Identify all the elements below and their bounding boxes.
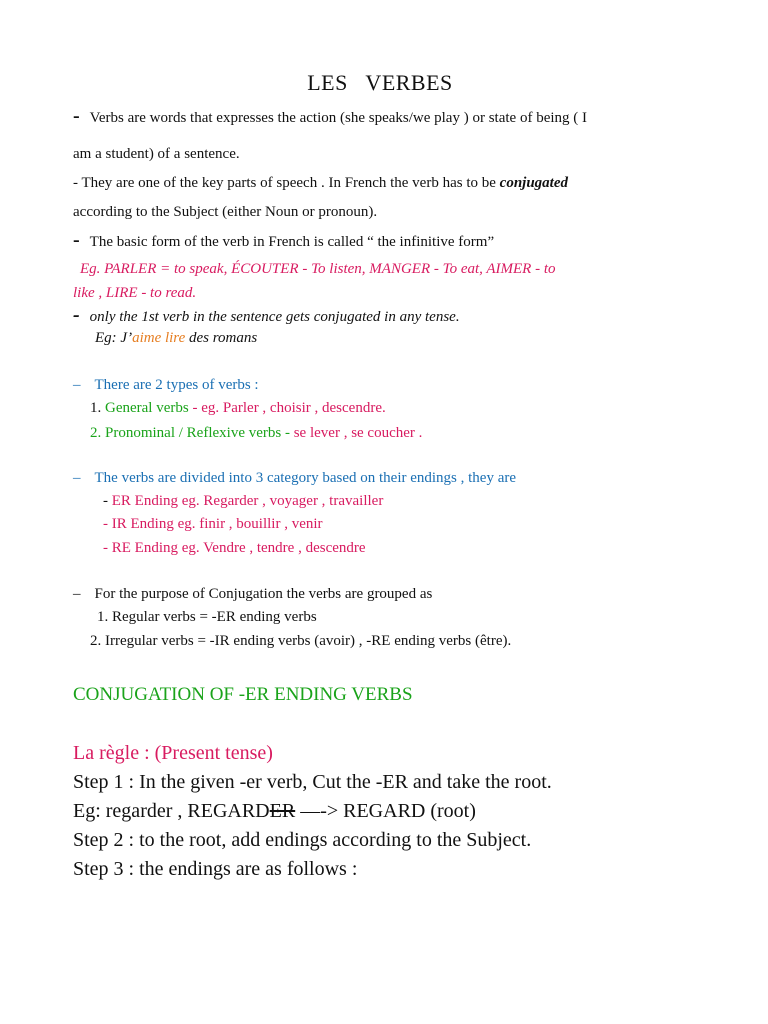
bullet-dash: – (73, 470, 81, 486)
types-item-1-label: General verbs (105, 400, 189, 416)
types-item-2 (90, 423, 422, 443)
example-infinitives-1: Eg. PARLER = to speak, ÉCOUTER - To listen, MANGER - To eat, AIMER - to (80, 261, 556, 277)
intro-text-5: The basic form of the verb in French is called “ the infinitive form” (89, 234, 495, 250)
category-er-dash: - (103, 493, 112, 509)
intro-line-3 (73, 173, 568, 193)
grouping-item-2: 2. Irregular verbs = -IR ending verbs (avoir) , -RE ending verbs (être). (90, 633, 512, 649)
example-suffix: des romans (185, 330, 258, 346)
step-2: Step 2 : to the root, add endings according to the Subject. (73, 829, 532, 851)
bullet-dash: – (73, 586, 81, 602)
intro-line-5 (73, 230, 494, 252)
categories-heading-text: The verbs are divided into 3 category based on their endings , they are (94, 470, 517, 486)
types-item-1 (90, 398, 386, 418)
bullet-dash: - (73, 229, 80, 251)
grouping-heading (73, 584, 432, 604)
rule-heading: La règle : (Present tense) (73, 742, 273, 764)
example-prefix: Eg: J’ (95, 330, 133, 346)
intro-line-4: according to the Subject (either Noun or pronoun). (73, 204, 378, 220)
categories-heading (73, 468, 516, 488)
bullet-dash: - (73, 105, 80, 127)
step-example-prefix: Eg: regarder , REGARD (73, 800, 270, 822)
types-item-1-num: 1. (90, 400, 105, 416)
page-title: LES VERBES (307, 70, 453, 95)
types-item-2-label: 2. Pronominal / Reflexive verbs - (90, 425, 290, 441)
grouping-item-1: 1. Regular verbs = -ER ending verbs (97, 609, 317, 625)
example-infinitives-2: like , LIRE - to read. (73, 285, 197, 301)
category-er-text: ER Ending eg. Regarder , voyager , travailler (111, 493, 384, 509)
conjugation-heading: CONJUGATION OF -ER ENDING VERBS (73, 684, 413, 705)
intro-line-1 (73, 106, 587, 128)
intro-text-6: only the 1st verb in the sentence gets conjugated in any tense. (89, 309, 460, 325)
category-re: - RE Ending eg. Vendre , tendre , descendre (103, 540, 366, 556)
intro-text-3: - They are one of the key parts of speech . In French the verb has to be (73, 175, 500, 191)
category-er (103, 491, 383, 511)
step-3: Step 3 : the endings are as follows : (73, 858, 358, 880)
types-item-1-example: - eg. Parler , choisir , descendre. (188, 400, 386, 416)
types-item-2-example: se lever , se coucher . (289, 425, 423, 441)
struck-ending: ER (269, 800, 296, 822)
example-sentence (95, 328, 257, 348)
bullet-dash: – (73, 377, 81, 393)
grouping-heading-text: For the purpose of Conjugation the verbs are grouped as (94, 586, 433, 602)
types-heading (73, 375, 259, 395)
bullet-dash: - (73, 304, 80, 326)
types-heading-text: There are 2 types of verbs : (94, 377, 259, 393)
step-1: Step 1 : In the given -er verb, Cut the -ER and take the root. (73, 771, 552, 793)
intro-text-1: Verbs are words that expresses the action (she speaks/we play ) or state of being ( I (89, 110, 588, 126)
intro-line-2: am a student) of a sentence. (73, 146, 240, 162)
example-highlight: aime lire (132, 330, 186, 346)
step-example (73, 798, 476, 824)
intro-line-6 (73, 305, 460, 327)
step-example-root: —-> REGARD (root) (295, 800, 476, 822)
category-ir: - IR Ending eg. finir , bouillir , venir (103, 516, 323, 532)
conjugated-emphasis: conjugated (499, 175, 568, 191)
